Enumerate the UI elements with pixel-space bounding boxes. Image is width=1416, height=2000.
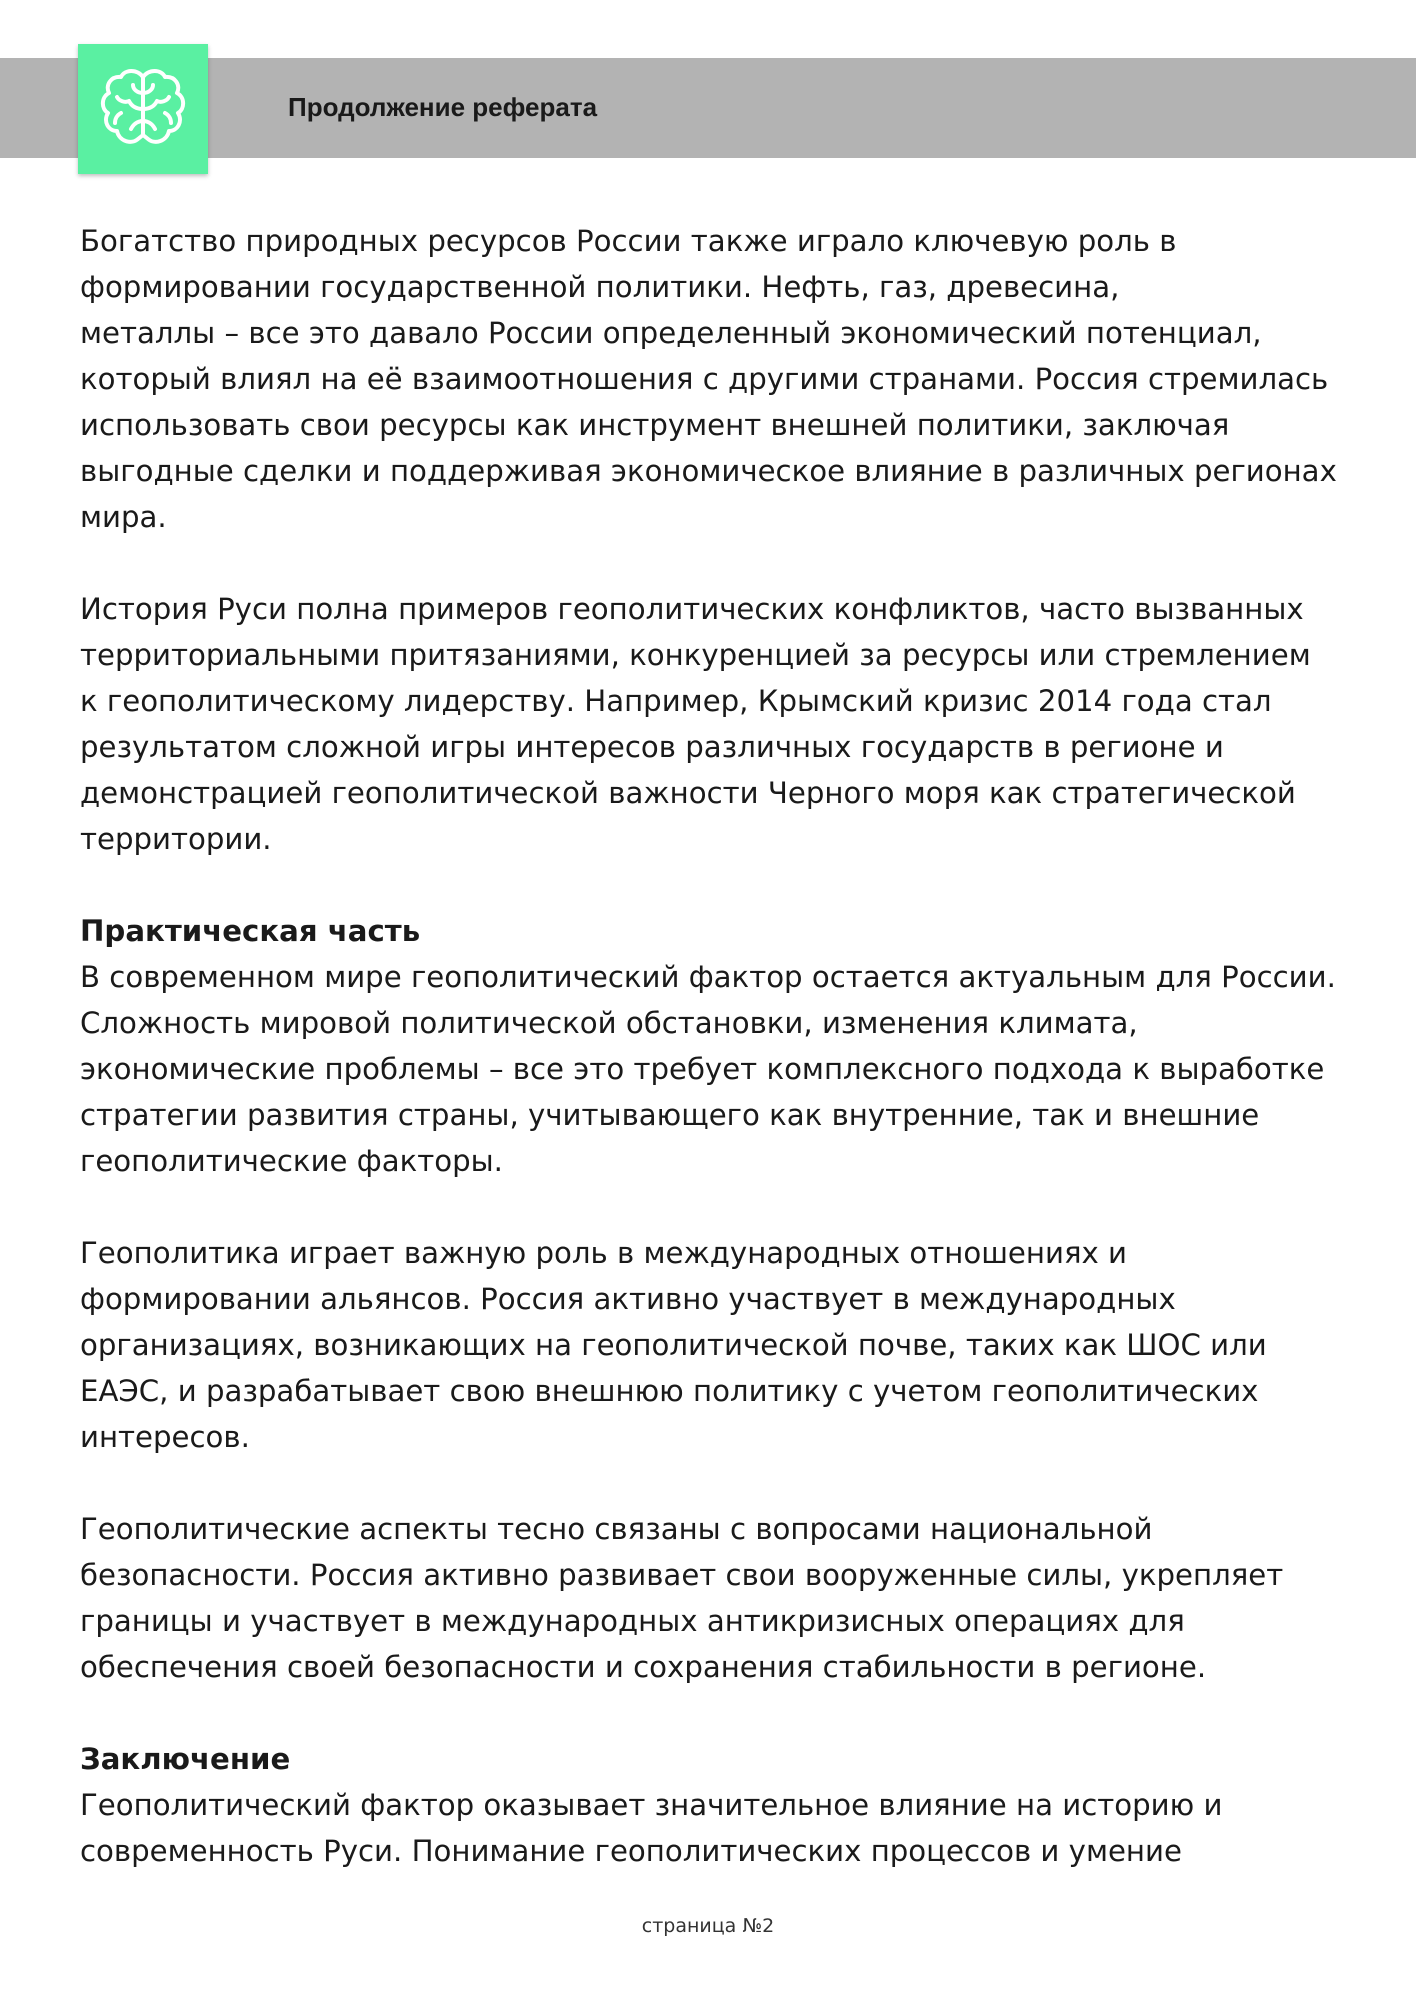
paragraph-conflicts: История Руси полна примеров геополитических конфликтов, часто вызванных территориальными притязаниями, конкуренцией за ресурсы или стремлением к геополитическому лидерству. Например, Крымский кризис 2014 года стал результатом сложной игры интересов различных государств в регионе и демонстрацией геополитической важности Черного моря как стратегической территории. — [80, 592, 1311, 856]
paragraph-resources: Богатство природных ресурсов России также играло ключевую роль в формировании государственной политики. Нефть, газ, древесина, металлы – все это давало России определенный экономический потенциал, который влиял на её взаимоотношения с другими странами. Россия стремилась использовать свои ресурсы как инструмент внешней политики, заключая выгодные сделки и поддерживая экономическое влияние в различных регионах мира. — [80, 224, 1337, 534]
page-number: страница №2 — [641, 1915, 775, 1937]
paragraph-modern-factor: В современном мире геополитический фактор остается актуальным для России. Сложность мировой политической обстановки, изменения климата, экономические проблемы – все это требует комплексного подхода к выработке стратегии развития страны, учитывающего как внутренние, так и внешние геополитические факторы. — [80, 960, 1336, 1178]
heading-practical-part: Практическая часть — [80, 914, 421, 948]
page-title: Продолжение реферата — [288, 92, 598, 122]
brain-icon — [93, 59, 193, 159]
paragraph-alliances: Геополитика играет важную роль в международных отношениях и формировании альянсов. Россия активно участвует в международных организациях, возникающих на геополитической почве, таких как ШОС или ЕАЭС, и разрабатывает свою внешнюю политику с учетом геополитических интересов. — [80, 1236, 1267, 1454]
header-bar — [0, 58, 1416, 158]
paragraph-security: Геополитические аспекты тесно связаны с вопросами национальной безопасности. Россия активно развивает свои вооруженные силы, укрепляет границы и участвует в международных антикризисных операциях для обеспечения своей безопасности и сохранения стабильности в регионе. — [80, 1512, 1284, 1684]
logo — [78, 44, 208, 174]
paragraph-conclusion: Геополитический фактор оказывает значительное влияние на историю и современность Руси. Понимание геополитических процессов и умение — [80, 1788, 1223, 1868]
heading-conclusion: Заключение — [80, 1742, 291, 1776]
document-body — [80, 218, 1390, 1874]
